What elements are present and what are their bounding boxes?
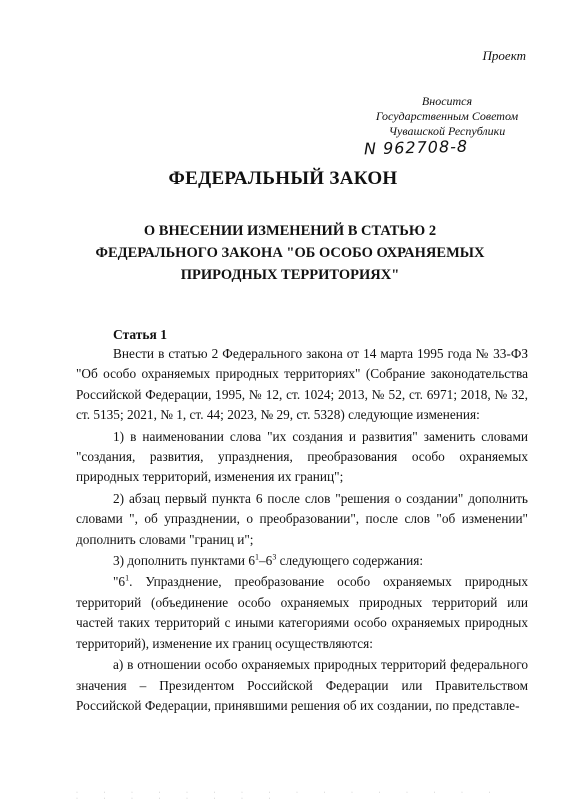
title-line-1: О ВНЕСЕНИИ ИЗМЕНЕНИЙ В СТАТЬЮ 2: [143, 223, 437, 239]
paragraph-item-3: [76, 551, 528, 571]
item-3-text-c: следующего содержания:: [276, 553, 424, 569]
point-6-1-text-a: "6: [113, 574, 126, 590]
article-heading: Статья 1: [113, 327, 167, 342]
document-title: [70, 220, 510, 286]
document-type-heading: ФЕДЕРАЛЬНЫЙ ЗАКОН: [168, 168, 398, 189]
item-3-superscript-1: 1: [255, 552, 260, 562]
introduced-line-1: Вносится: [421, 94, 473, 108]
title-line-3: ПРИРОДНЫХ ТЕРРИТОРИЯХ": [180, 267, 400, 283]
introduced-by-block: [362, 94, 532, 139]
article-body: [76, 344, 528, 717]
paragraph-point-6-1: [76, 572, 528, 654]
introduced-line-3: Чувашской Республики: [388, 124, 506, 138]
paragraph-intro: Внести в статью 2 Федерального закона от 14 марта 1995 года № 33-ФЗ "Об особо охраняемых природных территориях" (Собрание законодательства Российской Федерации, 1995, № 12, ст. 1024; 2013, № 52, ст. 6971; 2018, № 32, ст. 5135; 2021, № 1, ст. 44; 2023, № 29, ст. 5328) следующие изменения:: [76, 346, 528, 423]
paragraph-item-2: 2) абзац первый пункта 6 после слов "решения о создании" дополнить словами ", об упразднении, о преобразовании", после слов "об изменении" дополнить словами "границ и";: [76, 490, 528, 547]
title-line-2: ФЕДЕРАЛЬНОГО ЗАКОНА "ОБ ОСОБО ОХРАНЯЕМЫХ: [95, 245, 485, 261]
introduced-line-2: Государственным Советом: [375, 109, 519, 123]
paragraph-item-1: 1) в наименовании слова "их создания и развития" заменить словами "создания, развития, упразднения, преобразования особо охраняемых природных территорий, изменения их границ";: [76, 428, 528, 485]
item-3-text-b: –6: [259, 553, 273, 569]
paragraph-subpoint-a: а) в отношении особо охраняемых природных территорий федерального значения – Президентом Российской Федерации или Правительством Российской Федерации, принявшими решения об их создании, по представле-: [76, 657, 528, 713]
scan-bottom-edge-marks: · · · · · · · · · · · · · · · · · · · · · · · ·: [76, 790, 503, 802]
item-3-superscript-2: 3: [272, 552, 277, 562]
item-3-text-a: 3) дополнить пунктами 6: [113, 553, 256, 569]
project-label: Проект: [482, 48, 526, 63]
point-6-1-superscript: 1: [125, 574, 130, 584]
point-6-1-text-b: . Упразднение, преобразование особо охраняемых природных территорий (объединение особо охраняемых природных территорий или частей таких территорий с иными категориями особо охраняемых природных территорий), изменение их границ осуществляются:: [76, 574, 528, 651]
handwritten-registration-number: N 962708-8: [363, 136, 469, 159]
